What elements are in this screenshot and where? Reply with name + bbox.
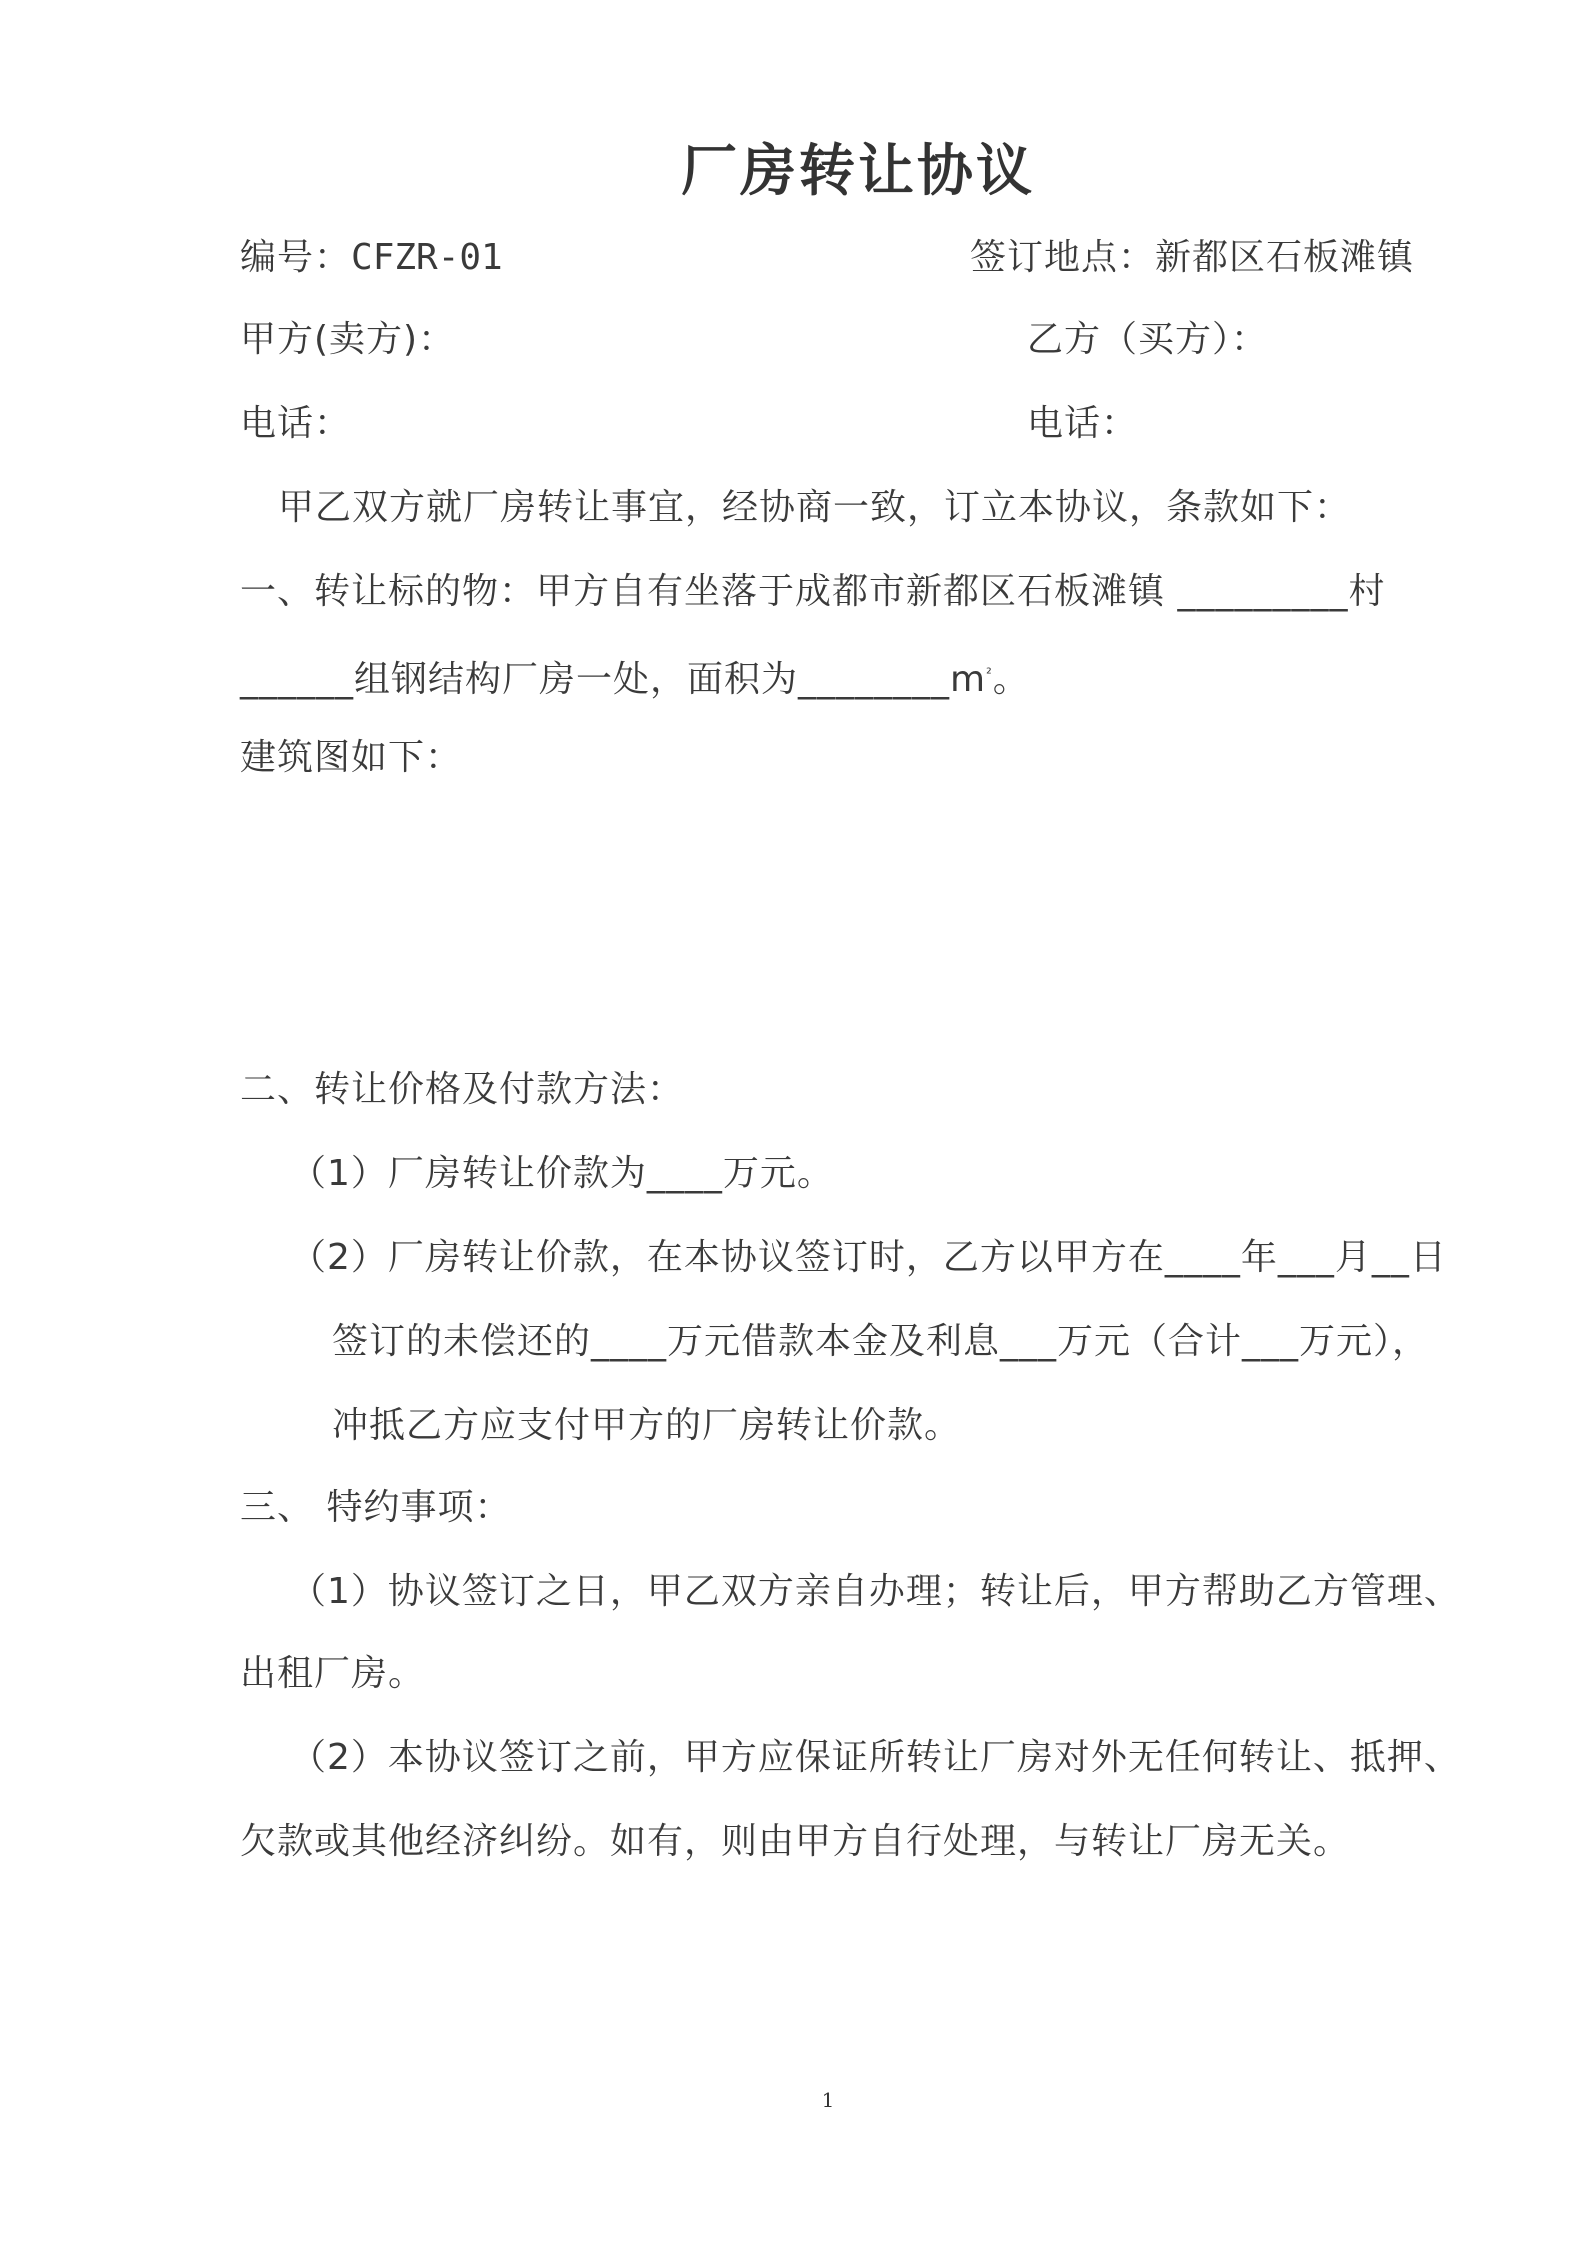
contract-number-value: CFZR-01 — [351, 237, 503, 278]
section1-line2-text: ______组钢结构厂房一处，面积为________m — [240, 659, 987, 700]
contract-number-label: 编号： — [240, 237, 352, 278]
section2-item2-line1: （2）厂房转让价款，在本协议签订时，乙方以甲方在____年___月__日 — [290, 1237, 1447, 1278]
section1-line2-end: 。 — [992, 659, 1030, 700]
intro-paragraph: 甲乙双方就厂房转让事宜，经协商一致，订立本协议，条款如下： — [278, 487, 1352, 528]
section3-item1-line2: 出租厂房。 — [240, 1653, 426, 1694]
contract-number — [240, 236, 503, 280]
section3-item2-line2: 欠款或其他经济纠纷。如有，则由甲方自行处理，与转让厂房无关。 — [240, 1821, 1351, 1862]
section2-item2-line2: 签订的未偿还的____万元借款本金及利息___万元（合计___万元）， — [332, 1321, 1430, 1362]
phone-a: 电话： — [240, 403, 352, 444]
section2-item2-line3: 冲抵乙方应支付甲方的厂房转让价款。 — [332, 1405, 962, 1446]
phone-b: 电话： — [1027, 403, 1139, 444]
party-b: 乙方（买方）： — [1027, 319, 1269, 360]
section1-line1: 一、转让标的物：甲方自有坐落于成都市新都区石板滩镇 _________村 — [240, 571, 1386, 612]
signing-place: 签订地点：新都区石板滩镇 — [970, 237, 1415, 278]
page-number: 1 — [821, 2088, 835, 2112]
section2-item1: （1）厂房转让价款为____万元。 — [290, 1153, 834, 1194]
section3-item2-line1: （2）本协议签订之前，甲方应保证所转让厂房对外无任何转让、抵押、 — [290, 1737, 1461, 1778]
square-meter-superscript: ² — [986, 666, 993, 682]
section3-heading: 三、 特约事项： — [240, 1487, 512, 1528]
document-title: 厂房转让协议 — [681, 139, 1035, 204]
section3-item1-line1: （1）协议签订之日，甲乙双方亲自办理；转让后，甲方帮助乙方管理、 — [290, 1571, 1461, 1612]
building-drawing-label: 建筑图如下： — [240, 737, 463, 778]
section1-line2 — [240, 652, 1030, 702]
section2-heading: 二、转让价格及付款方法： — [240, 1069, 685, 1110]
party-a: 甲方(卖方)： — [240, 319, 456, 360]
